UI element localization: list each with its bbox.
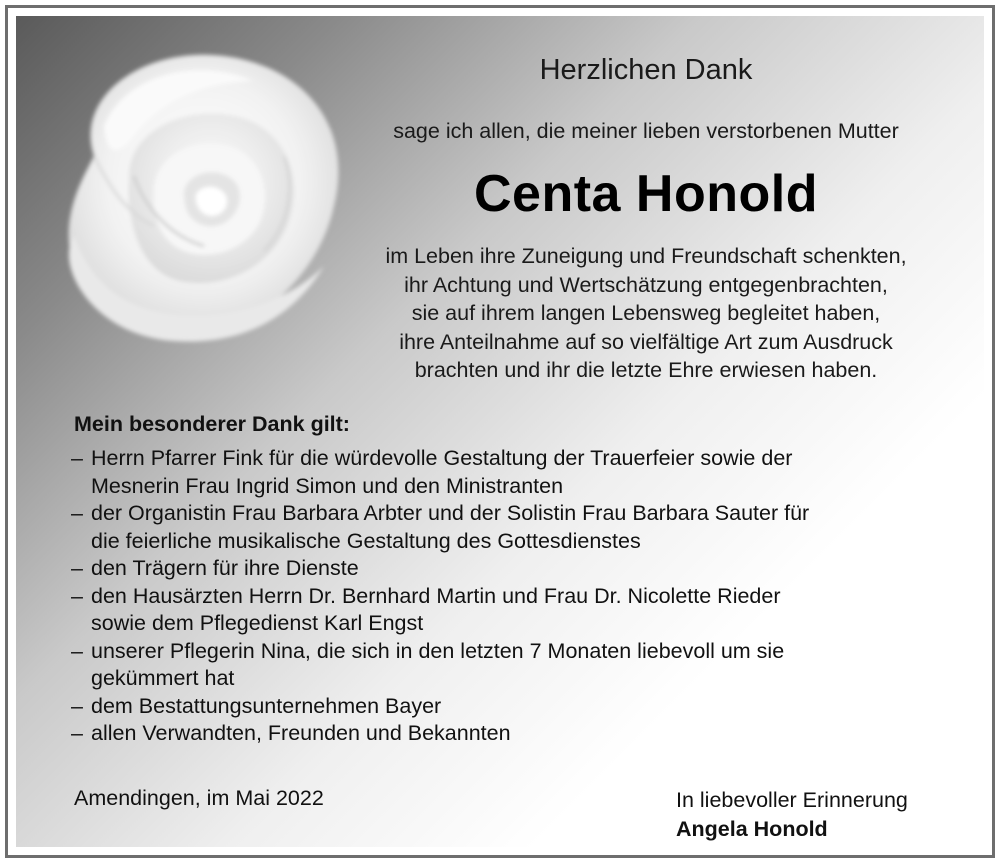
list-item-text: Herrn Pfarrer Fink für die würdevolle Gestaltung der Trauerfeier sowie der Mesnerin Frau Ingrid Simon und den Ministranten (91, 446, 793, 498)
list-dash: – (71, 583, 83, 608)
closing-line: In liebevoller Erinnerung (676, 788, 908, 812)
signoff (676, 786, 908, 844)
list-item-text: unserer Pflegerin Nina, die sich in den letzten 7 Monaten liebevoll um sie gekümmert hat (91, 638, 785, 690)
intro-line: sage ich allen, die meiner lieben verstorbenen Mutter (393, 119, 899, 143)
notice-heading: Herzlichen Dank (539, 54, 753, 86)
list-item-text: allen Verwandten, Freunden und Bekannten (91, 721, 511, 745)
list-dash: – (71, 638, 83, 663)
list-item (71, 638, 951, 693)
list-item (71, 720, 951, 748)
list-dash: – (71, 721, 83, 745)
list-item-text: dem Bestattungsunternehmen Bayer (91, 693, 442, 718)
list-dash: – (71, 693, 83, 718)
list-item (71, 693, 951, 721)
gratitude-paragraph (316, 242, 976, 385)
paragraph-line: ihr Achtung und Wertschätzung entgegenbrachten, (404, 272, 888, 297)
list-item (71, 445, 951, 500)
list-item (71, 555, 951, 583)
list-dash: – (71, 446, 83, 470)
special-thanks-title: Mein besonderer Dank gilt: (74, 412, 350, 436)
list-item-text: den Trägern für ihre Dienste (91, 556, 359, 580)
notice-background (16, 16, 984, 847)
list-item (71, 583, 951, 638)
list-item-text: der Organistin Frau Barbara Arbter und der Solistin Frau Barbara Sauter für die feierliche musikalische Gestaltung des Gottesdienstes (91, 501, 810, 553)
signer-name: Angela Honold (676, 817, 828, 841)
paragraph-line: im Leben ihre Zuneigung und Freundschaft schenkten, (385, 244, 907, 268)
list-dash: – (71, 556, 83, 580)
list-item-text: den Hausärzten Herrn Dr. Bernhard Martin und Frau Dr. Nicolette Rieder sowie dem Pflegedienst Karl Engst (91, 583, 781, 635)
place-and-date: Amendingen, im Mai 2022 (74, 786, 324, 810)
thanks-list (71, 445, 951, 748)
list-dash: – (71, 501, 83, 525)
deceased-name: Centa Honold (474, 165, 818, 223)
list-item (71, 500, 951, 555)
paragraph-line: ihre Anteilnahme auf so vielfältige Art zum Ausdruck (399, 329, 893, 354)
paragraph-line: sie auf ihrem langen Lebensweg begleitet haben, (411, 301, 881, 325)
paragraph-line: brachten und ihr die letzte Ehre erwiesen haben. (414, 358, 878, 382)
obituary-frame (5, 5, 995, 858)
